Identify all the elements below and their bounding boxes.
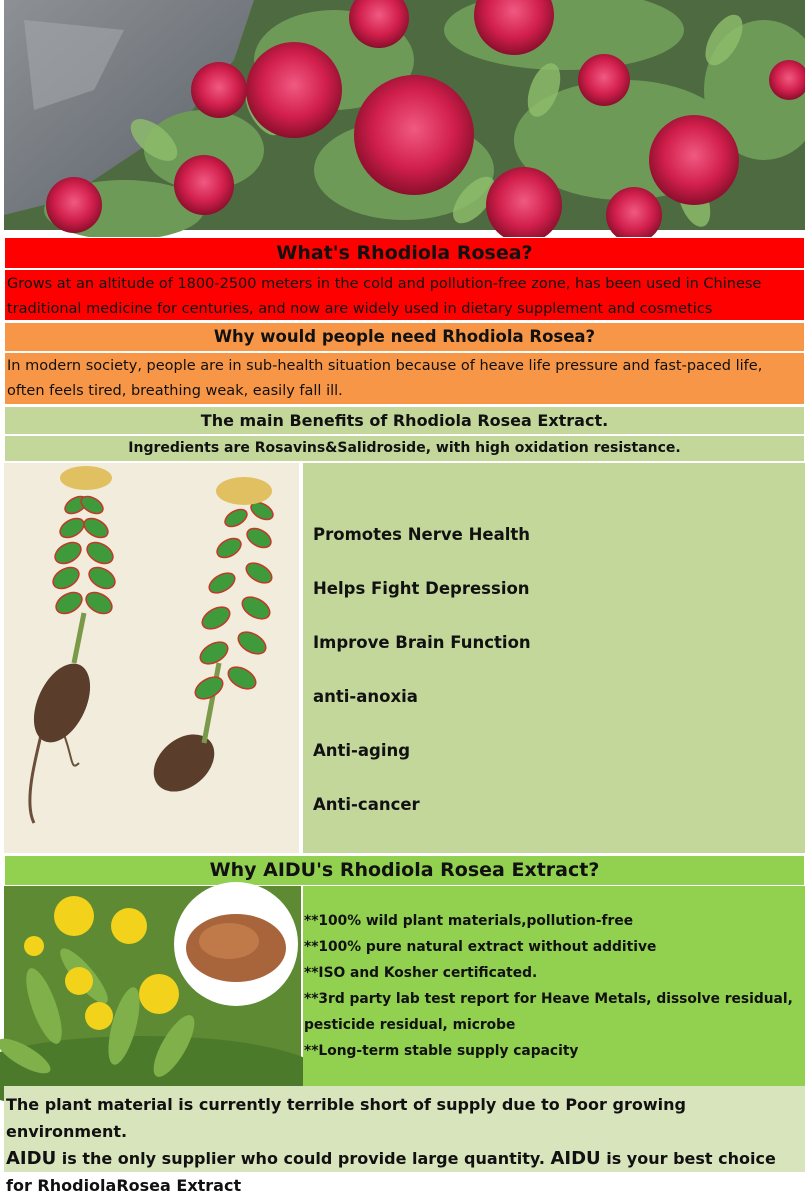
section-title-why-aidu: Why AIDU's Rhodiola Rosea Extract? [4, 855, 805, 886]
benefit-item: anti-anoxia [313, 687, 418, 706]
section-subtitle-ingredients: Ingredients are Rosavins&Salidroside, with high oxidation resistance. [4, 435, 805, 462]
feature-item: **ISO and Kosher certificated. [304, 965, 538, 981]
section-body-why-need: In modern society, people are in sub-health situation because of heave life pressure and fast-paced life, often feels tired, breathing weak, easily fall ill. [4, 352, 805, 405]
footer-mid1: is the only supplier who could provide large quantity. [56, 1149, 551, 1168]
section-title-why-need: Why would people need Rhodiola Rosea? [4, 322, 805, 352]
benefit-item: Anti-aging [313, 741, 411, 760]
brand-name: AIDU [550, 1148, 601, 1169]
footer-mid2: is your best choice for RhodiolaRosea Extract [6, 1149, 776, 1195]
benefit-item: Helps Fight Depression [313, 579, 530, 598]
benefit-item: Improve Brain Function [313, 633, 531, 652]
brand-name: AIDU [6, 1148, 57, 1169]
hero-flower-photo [4, 0, 805, 230]
feature-item: **3rd party lab test report for Heave Metals, dissolve residual, pesticide residual, microbe [304, 991, 793, 1033]
section-title-benefits: The main Benefits of Rhodiola Rosea Extract. [4, 406, 805, 435]
features-list [303, 886, 805, 1086]
footer-note [4, 1086, 805, 1195]
benefit-item: Promotes Nerve Health [313, 525, 530, 544]
footer-line1: The plant material is currently terrible short of supply due to Poor growing environment. [6, 1095, 686, 1141]
rhodiola-flowers-illustration [4, 0, 805, 230]
section-body-what-is: Grows at an altitude of 1800-2500 meters in the cold and pollution-free zone, has been used in Chinese traditional medicine for centuries, and now are widely used in dietary supplement and cosmetics [4, 269, 805, 321]
benefits-row [4, 463, 805, 853]
plant-left [22, 466, 118, 823]
rhodiola-botanical-illustration [4, 463, 301, 853]
plant-right [143, 477, 276, 803]
benefits-list [303, 463, 805, 853]
feature-item: **100% wild plant materials,pollution-free [304, 913, 634, 929]
benefit-item: Anti-cancer [313, 795, 420, 814]
feature-item: **100% pure natural extract without additive [304, 939, 657, 955]
feature-item: **Long-term stable supply capacity [304, 1043, 579, 1059]
aidu-row [4, 886, 805, 1086]
extract-powder-photo [4, 886, 301, 1086]
section-title-what-is: What's Rhodiola Rosea? [4, 237, 805, 269]
